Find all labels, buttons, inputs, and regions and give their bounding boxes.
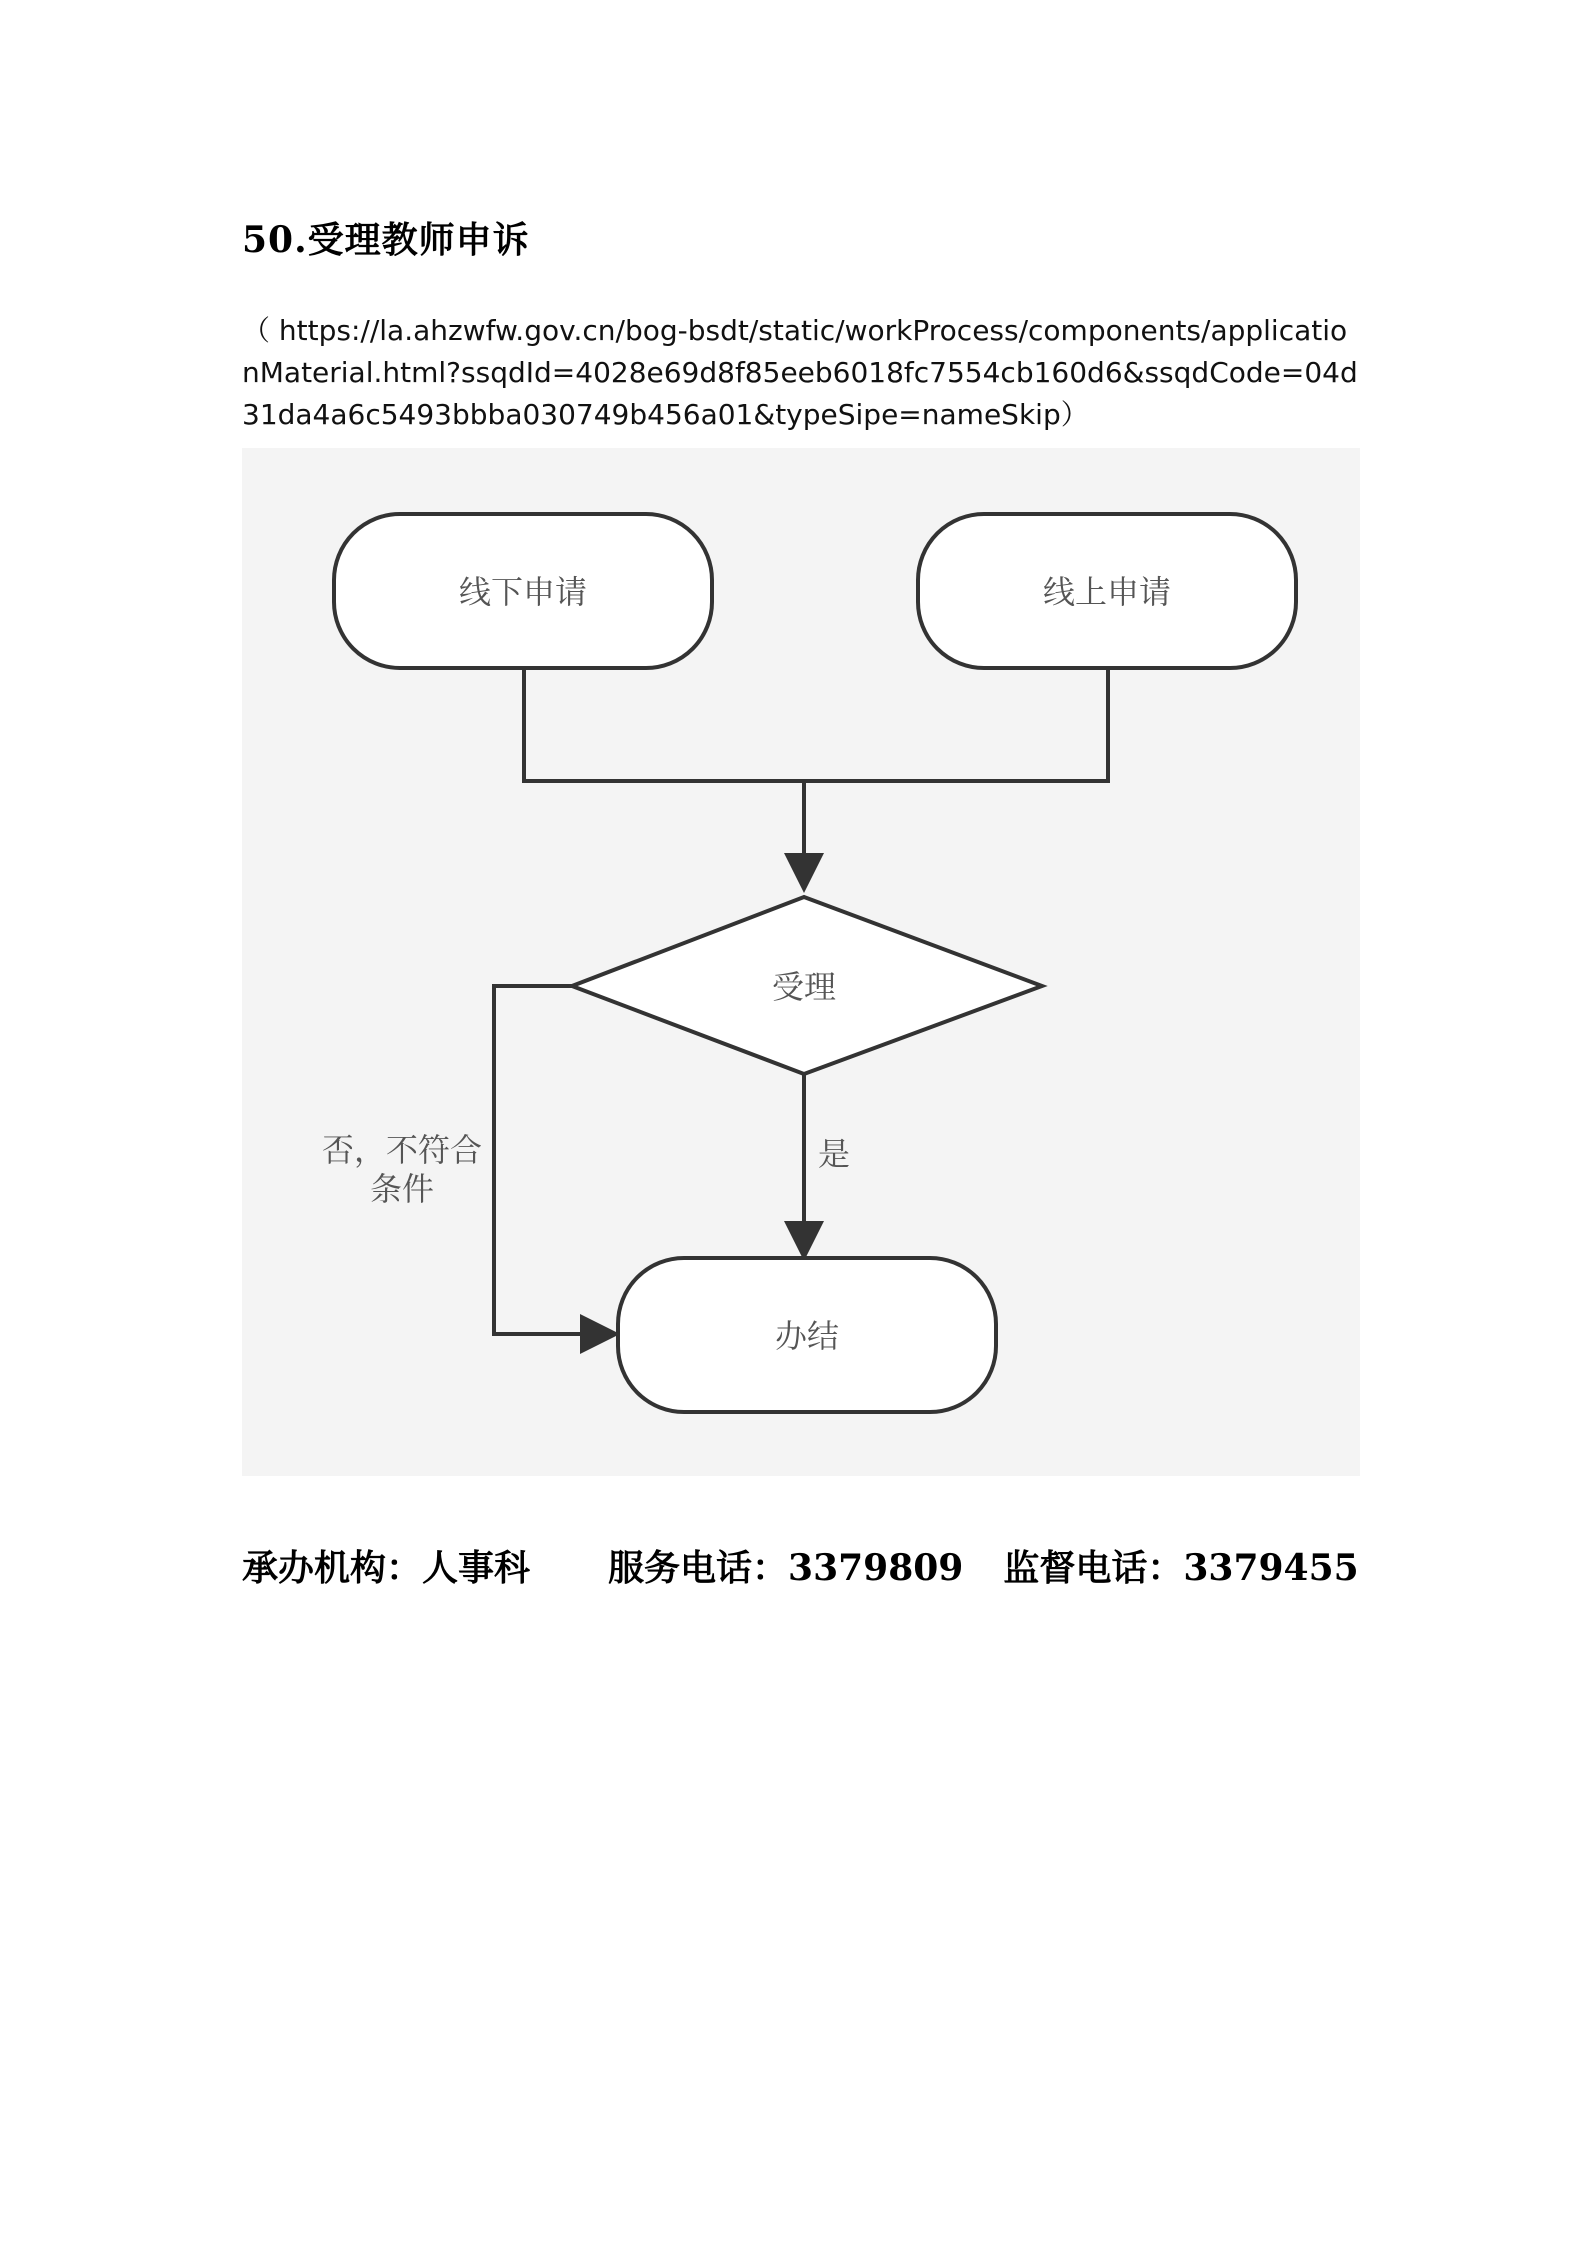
edge-no-label-line2: 条件 (369, 1170, 435, 1208)
node-end-label: 办结 (774, 1317, 840, 1355)
node-decision-label: 受理 (771, 968, 837, 1006)
node-online-label: 线上申请 (1042, 573, 1172, 611)
page-title: 50.受理教师申诉 (242, 219, 530, 261)
footer-service-phone: 服务电话：3379809 (608, 1547, 964, 1589)
footer-supervise-phone: 监督电话：3379455 (1003, 1547, 1359, 1589)
node-offline-label: 线下申请 (458, 573, 588, 611)
edge-yes-label: 是 (818, 1135, 851, 1173)
contact-footer (242, 1540, 1359, 1591)
source-url: （ https://la.ahzwfw.gov.cn/bog-bsdt/static/workProcess/components/applicationMaterial.html?ssqdId=4028e69d8f85eeb6018fc7554cb160d6&ssqdCode=04d31da4a6c5493bbba030749b456a01&typeSipe=nameSkip） (242, 314, 1358, 431)
footer-org: 承办机构：人事科 (242, 1547, 531, 1589)
flowchart (242, 448, 1360, 1476)
edge-no-label-line1: 否，不符合 (321, 1131, 483, 1169)
